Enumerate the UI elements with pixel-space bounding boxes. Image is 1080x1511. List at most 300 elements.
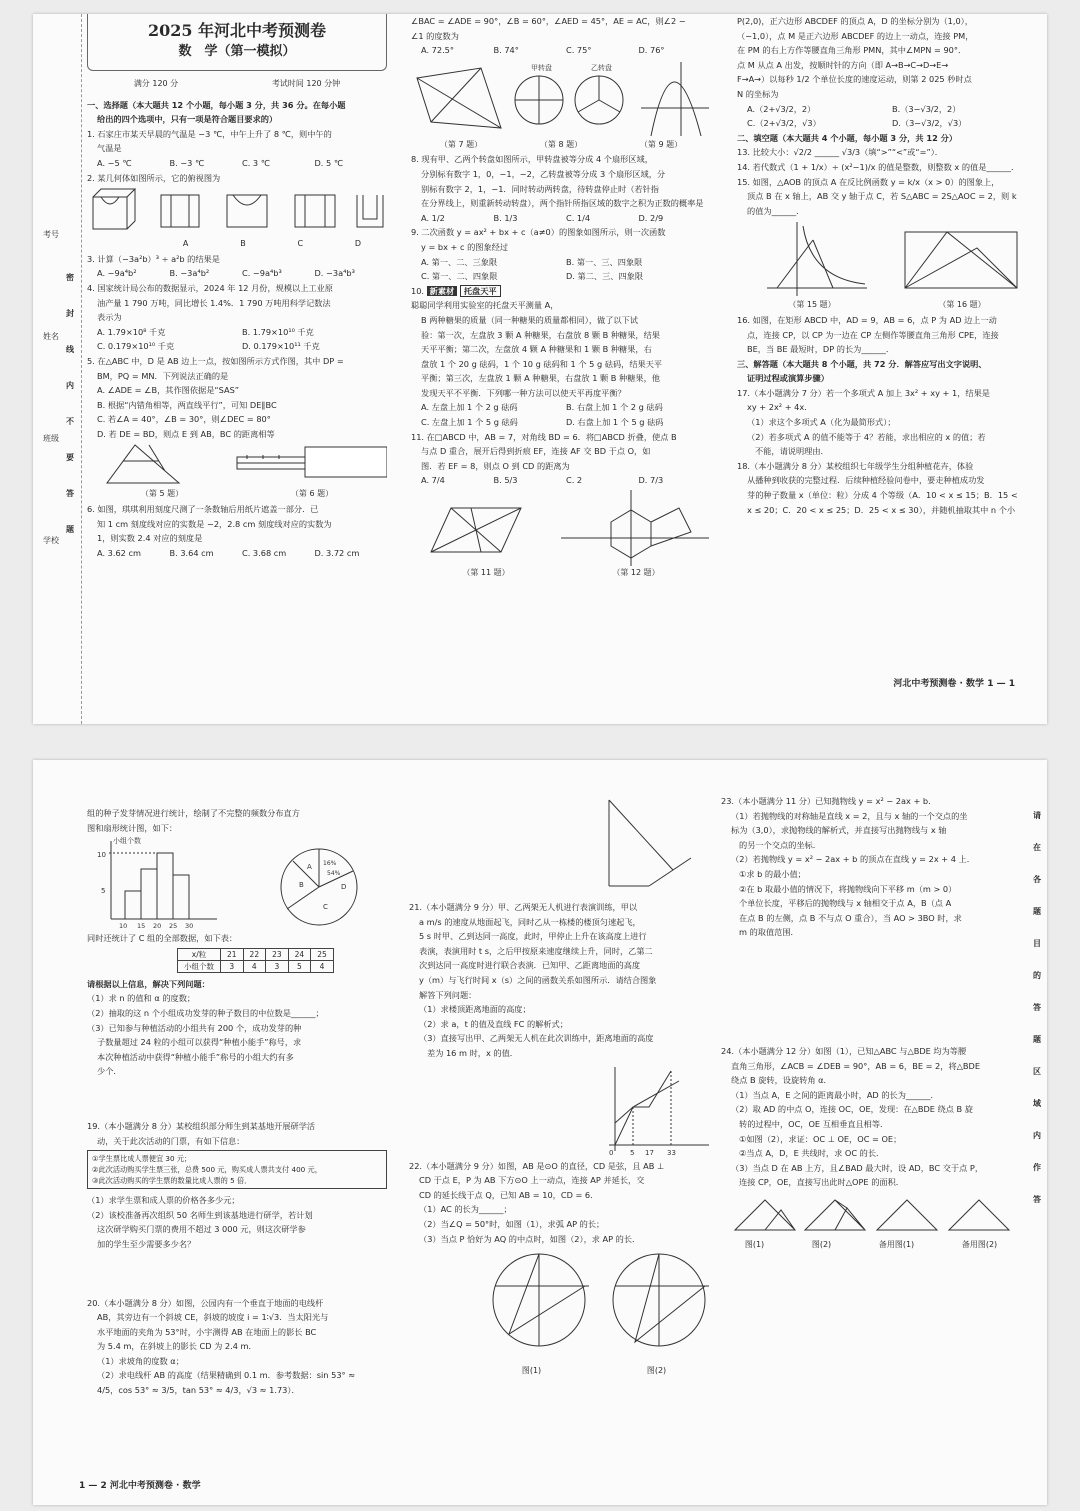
exam-title-box	[87, 14, 387, 71]
sidebar-char: 题	[1033, 1035, 1041, 1044]
answer-option: A. 72.5°	[421, 45, 454, 56]
q18-charts	[87, 835, 387, 931]
text-line: C. 若∠A = 40°，∠B = 30°，则∠DEC = 80°	[97, 414, 271, 425]
text-line: 盘放 1 个 20 g 砝码，1 个 10 g 砝码和 1 个 5 g 砝码，结果天平	[421, 358, 663, 369]
figure-caption: （第 11 题）	[462, 568, 510, 578]
text-line: （2）求 a，t 的值及直线 FC 的解析式；	[419, 1018, 568, 1029]
answer-option: B. 5/3	[493, 475, 518, 486]
text-line: 4. 国家统计局公布的数据显示，2024 年 12 月份，规模以上工业原	[87, 282, 333, 293]
answer-option: A.（2+√3/2，2）	[747, 103, 816, 114]
answer-option: D. 右盘上加 1 个 5 g 砝码	[566, 417, 664, 428]
text-line: （1）当点 A，E 之间的距离最小时，AD 的长为______．	[731, 1089, 939, 1100]
question-block	[721, 1044, 1021, 1190]
text-line: BE，当 BE 最短时，DP 的长为______．	[747, 344, 895, 355]
text-line: x ≤ 20；C．20 < x ≤ 25；D．25 < x ≤ 30），并随机抽取其中 n 个小	[747, 504, 1016, 515]
figure-caption: （第 8 题）	[539, 139, 583, 149]
text-line: ∠1 的度数为	[411, 30, 459, 41]
text-line: 点 M 从点 A 出发，按顺时针的方向（即 A→B→C→D→E→	[737, 59, 949, 70]
question-block	[87, 1193, 387, 1251]
text-line: （1）AC 的长为______；	[419, 1204, 512, 1215]
sidebar-label-class: 班级	[43, 434, 59, 443]
text-line: 聪聪同学利用实验室的托盘天平测量 A，	[411, 300, 559, 311]
text-line: 21.（本小题满分 9 分）甲、乙两架无人机进行表演训练，甲以	[409, 902, 638, 912]
text-line: 5. 在△ABC 中，D 是 AB 边上一点，按如图所示方式作图，其中 DP =	[87, 355, 344, 366]
column-3	[721, 794, 1021, 1252]
text-line: 芽的种子数量 x（单位：粒）分成 4 个等级（A．10 < x ≤ 15；B．15 <	[747, 490, 1018, 501]
text-line: 二、填空题（本大题共 4 个小题，每小题 3 分，共 12 分）	[737, 132, 958, 143]
option-row	[411, 43, 711, 58]
cut-char: 密	[66, 273, 74, 282]
exam-page-2	[33, 760, 1047, 1505]
text-line: 少个．	[97, 1066, 122, 1077]
answer-option: B. 右盘上加 1 个 2 g 砝码	[566, 402, 663, 413]
option-row	[87, 156, 387, 171]
text-line: 在 PM 的右上方作等腰直角三角形 PMN，其中∠MPN = 90°．	[737, 45, 967, 56]
hist-ytick: 5	[101, 887, 106, 896]
q24-captions	[721, 1238, 1021, 1253]
text-line: 点，连接 CP，以 CP 为一边在 CP 左侧作等腰直角三角形 CPE，连接	[747, 329, 999, 340]
sidebar-char: 目	[1033, 939, 1041, 948]
q2-option-label: C	[297, 239, 304, 249]
table-cell: 3	[221, 960, 244, 972]
page-1-footer: 河北中考预测卷 · 数学 1 — 1	[893, 679, 1015, 689]
text-line: ∠BAC = ∠ADE = 90°，∠B = 60°，∠AED = 45°，AE = AC，则∠2 −	[411, 16, 686, 26]
text-line: （1）若抛物线的对称轴是直线 x = 2，且与 x 轴的一个交点的坐	[731, 810, 968, 821]
answer-option: D. 76°	[638, 45, 665, 56]
answer-option: A. 7/4	[421, 475, 445, 486]
q10-tag-new: 新素材	[427, 286, 458, 296]
graph-tick: 33	[667, 1148, 676, 1157]
answer-option: D. 第二、三、四象限	[566, 271, 644, 282]
q15-q16-figures	[737, 218, 1037, 298]
answer-option: B. 1/3	[493, 212, 518, 223]
table-cell: 3	[266, 960, 289, 972]
option-row	[411, 269, 711, 284]
q2-option-label: D	[354, 239, 362, 249]
hist-xtick: 15	[137, 922, 146, 931]
text-line: 19.（本小题满分 8 分）某校组织部分师生到某基地开展研学活	[87, 1120, 316, 1131]
text-line: 顶点 B 在 x 轴上，AB 交 y 轴于点 C，若 S△ABC = 2S△AOC = 2，则 k	[747, 191, 1017, 202]
option-row	[411, 473, 711, 488]
text-line: 16. 如图，在矩形 ABCD 中，AD = 9，AB = 6，点 P 为 AD 边上一动	[737, 314, 997, 325]
pie-label: A	[307, 863, 312, 872]
cut-char: 内	[66, 381, 74, 390]
option-row	[737, 102, 1037, 117]
graph-tick: 17	[645, 1148, 654, 1157]
question-block	[87, 931, 387, 946]
text-line: （1）求楼顶距离地面的高度；	[419, 1004, 531, 1015]
text-line: 证明过程或演算步骤）	[747, 373, 829, 384]
text-line: （2）若抛物线 y = x² − 2ax + b 的顶点在直线 y = 2x + 4 上．	[731, 854, 975, 865]
option-row	[411, 415, 711, 430]
figure-caption: （第 7 题）	[439, 139, 483, 149]
text-line: 9. 二次函数 y = ax² + bx + c（a≠0）的图象如图所示，则一次函数	[411, 227, 666, 238]
text-line: 4/5，cos 53° ≈ 3/5，tan 53° ≈ 4/3，√3 ≈ 1.73）．	[97, 1385, 300, 1396]
exam-page-1	[33, 14, 1047, 724]
text-line: A. ∠ADE = ∠B，其作图依据是“SAS”	[97, 385, 240, 396]
text-line: （2）当∠Q = 50°时，如图（1），求弧 AP 的长；	[419, 1218, 605, 1229]
exam-meta	[87, 77, 387, 92]
answer-option: B. 第一、三、四象限	[566, 256, 643, 267]
text-line: 表示为	[97, 312, 122, 323]
figure-caption: （第 5 题）	[140, 489, 184, 499]
q15-q16-captions	[737, 298, 1037, 313]
text-line: 2. 某几何体如图所示，它的俯视图为	[87, 172, 221, 183]
answer-option: D. −3a⁴b³	[314, 268, 355, 279]
text-line: CD 于点 E，P 为 AB 下方⊙O 上一动点，连接 AP 并延长，交	[419, 1175, 645, 1186]
table-cell: 22	[243, 948, 266, 960]
text-line: CD 的延长线于点 Q，已知 AB = 10，CD = 6．	[419, 1189, 599, 1200]
option-row	[87, 266, 387, 281]
text-line: 连接 CP，OE，直接写出此时△OPE 的面积．	[739, 1177, 904, 1188]
option-row	[87, 325, 387, 340]
text-line: 1. 石家庄市某天早晨的气温是 −3 ℃，中午上升了 8 ℃，则中午的	[87, 128, 332, 139]
text-line: （3）已知参与种植活动的小组共有 200 个，成功发芽的种	[87, 1022, 302, 1033]
text-line: 个单位长度，平移后的抛物线与 x 轴相交于点 A，B（点 A	[739, 898, 952, 909]
column-2	[411, 14, 711, 581]
sidebar-char: 题	[1033, 907, 1041, 916]
text-line: （3）当点 D 在 AB 上方，且∠BAD 最大时，设 AD，BC 交于点 P，	[731, 1162, 984, 1173]
exam-subject: 数 学（第一模拟）	[178, 44, 296, 59]
text-line: 差为 16 m 时，x 的值．	[427, 1047, 518, 1058]
exam-title: 2025 年河北中考预测卷	[147, 21, 327, 40]
text-line: （1）求 n 的值和 α 的度数；	[87, 993, 196, 1004]
text-line: 22.（本小题满分 9 分）如图，AB 是⊙O 的直径，CD 是弦，且 AB ⊥	[409, 1160, 665, 1171]
answer-option: C. −9a⁴b³	[242, 268, 282, 279]
text-line: （1）求坡角的度数 α；	[97, 1355, 184, 1366]
hist-xtick: 20	[153, 922, 162, 931]
sidebar-label-school: 学校	[43, 536, 59, 545]
figure-caption: 备用图(1)	[878, 1239, 915, 1249]
answer-option: D. 0.179×10¹¹ 千克	[242, 341, 320, 352]
text-line: 请根据以上信息，解决下列问题：	[87, 978, 210, 989]
figure-caption: 图(1)	[521, 1366, 542, 1376]
answer-option: D.（3−√3/2，√3）	[892, 118, 967, 129]
text-line: 一、选择题（本大题共 12 个小题，每小题 3 分，共 36 分。在每小题	[87, 99, 346, 110]
binding-sidebar	[43, 229, 59, 547]
text-line: AB，其旁边有一个斜坡 CE，斜坡的坡度 i = 1∶√3．当太阳光与	[97, 1312, 329, 1323]
text-line: 动，关于此次活动的门票，有如下信息：	[97, 1135, 245, 1146]
hist-ytick: 10	[97, 851, 106, 860]
option-row	[87, 546, 387, 561]
text-line: 给出的四个选项中，只有一项是符合题目要求的）	[97, 114, 278, 125]
text-line: 组的种子发芽情况进行统计，绘制了不完整的频数分布直方	[87, 808, 300, 818]
cut-char: 不	[66, 417, 74, 426]
text-line: 本次种植活动中获得“种植小能手”称号的小组大约有多	[97, 1051, 294, 1062]
text-line: ①求 b 的最小值；	[739, 868, 806, 879]
answer-option: B. 74°	[493, 45, 519, 56]
graph-tick: 0	[609, 1148, 614, 1157]
text-line: 6. 如图，琪琪利用刻度尺测了一条数轴后用纸片遮盖一部分．已	[87, 504, 319, 515]
answer-option: C. 2	[566, 475, 583, 486]
table-cell: 24	[288, 948, 311, 960]
binding-cut-line	[66, 272, 74, 536]
question-block	[409, 900, 719, 1061]
sidebar-char: 域	[1033, 1099, 1041, 1108]
text-line: N 的坐标为	[737, 88, 779, 99]
text-line: 5 s 时甲、乙到达同一高度，此时，甲停止上升在该高度上进行	[419, 931, 647, 942]
q2-option-labels	[87, 237, 387, 252]
text-line: （−1,0），点 M 是正六边形 ABCDEF 的边上一动点，连接 PM，	[737, 30, 974, 41]
figure-caption: 图(2)	[646, 1366, 667, 1376]
column-1	[87, 806, 387, 1398]
figure-caption: （第 12 题）	[612, 568, 660, 578]
text-line: 17.（本小题满分 7 分）若一个多项式 A 加上 3x² + xy + 1，结果是	[737, 387, 990, 398]
text-line: 验：第一次，左盘放 3 颗 A 种糖果，右盘放 8 颗 B 种糖果，结果	[421, 329, 660, 340]
text-line: 别标有数字 2，1，−1．同时转动两转盘，待转盘停止时（若针指	[421, 183, 659, 194]
text-line: 同时还统计了 C 组的全部数据，如下表：	[87, 933, 238, 944]
table-row	[178, 948, 334, 960]
hist-xtick: 30	[185, 922, 194, 931]
text-line: 在点 B 的左侧，点 B 不与点 O 重合），当 AO > 3BO 时，求	[739, 912, 962, 923]
answer-option: C. 第一、二、四象限	[421, 271, 498, 282]
pie-label: D	[341, 883, 347, 892]
pie-label: B	[299, 881, 304, 890]
text-line: （2）求电线杆 AB 的高度（结果精确到 0.1 m．参考数据：sin 53° ≈	[97, 1370, 356, 1381]
q10-header	[411, 284, 711, 299]
text-line: 次到达同一高度时进行联合表演．已知甲、乙距离地面的高度	[419, 960, 641, 971]
graph-tick: 5	[630, 1148, 635, 1157]
time-label: 考试时间 120 分钟	[271, 79, 341, 88]
figure-caption: 图(1)	[744, 1239, 765, 1249]
text-line: 3. 计算（−3a²b）³ ÷ a²b 的结果是	[87, 253, 220, 264]
q21-graph	[409, 1061, 719, 1159]
text-line: ②当点 A，D，E 共线时，求 OC 的长．	[739, 1148, 885, 1159]
answer-option: D. 5 ℃	[314, 157, 344, 168]
answer-option: C. 3.68 cm	[242, 547, 287, 558]
answer-option: A. −5 ℃	[97, 157, 132, 168]
score-label: 满分 120 分	[133, 79, 179, 88]
text-line: 11. 在□ABCD 中，AB = 7，对角线 BD = 6．将□ABCD 折叠，使点 B	[411, 431, 677, 442]
text-line: xy + 2x² + 4x．	[747, 402, 813, 413]
spinner-a-label: 甲转盘	[531, 63, 552, 72]
answer-option: A. 3.62 cm	[97, 547, 141, 558]
text-line: 8. 现有甲、乙两个转盘如图所示，甲转盘被等分成 4 个扇形区域，	[411, 154, 653, 165]
text-line: 三、解答题（本大题共 8 个小题，共 72 分．解答应写出文字说明、	[737, 358, 987, 369]
answer-option: C.（2+√3/2，√3）	[747, 118, 821, 129]
page-2-footer: 1 — 2 河北中考预测卷 · 数学	[79, 1481, 201, 1491]
notice-line: ③此次活动购买的学生票的数量比成人票的 5 倍．	[92, 1176, 252, 1186]
column-2	[409, 796, 719, 1379]
text-line: 为 5.4 m，在斜坡上的影长 CD 为 2.4 m．	[97, 1341, 257, 1352]
answer-option: C. 左盘上加 1 个 5 g 砝码	[421, 417, 518, 428]
sidebar-char: 在	[1033, 843, 1041, 852]
text-line: 表演，表演用时 t s，之后甲按原来速度继续上升，同时，乙第二	[419, 945, 653, 956]
sidebar-label-id: 考号	[43, 230, 59, 239]
q11-q12-captions	[411, 566, 711, 581]
sidebar-label-name: 姓名	[43, 332, 59, 341]
q2-solid-figures	[87, 185, 387, 237]
question-block	[87, 977, 387, 1079]
table-cell: 23	[266, 948, 289, 960]
text-line: 的值为______．	[747, 205, 805, 216]
answer-option: C. 0.179×10¹⁰ 千克	[97, 341, 175, 352]
text-line: BM，PQ = MN．下列说法正确的是	[97, 370, 229, 381]
question-block	[87, 98, 387, 186]
question-block	[87, 806, 387, 835]
text-line: （1）求这个多项式 A（化为最简形式）；	[747, 417, 896, 428]
text-line: B. 根据“内错角相等，两直线平行”，可知 DE∥BC	[97, 399, 277, 410]
q2-option-label: A	[182, 239, 189, 249]
notice-line: ①学生票比成人票便宜 30 元；	[92, 1154, 192, 1164]
text-line: （3）当点 P 恰好为 AQ 的中点时，如图（2），求 AP 的长．	[419, 1233, 641, 1244]
hist-xtick: 25	[169, 922, 178, 931]
q2-option-label: B	[240, 239, 246, 249]
q7-q9-captions	[411, 138, 711, 153]
table-row	[178, 960, 334, 972]
text-line: 图．若 EF = 8，则点 O 到 CD 的距离为	[421, 460, 570, 471]
q5-q6-figures	[87, 441, 387, 487]
text-line: 天平平衡；第二次，左盘放 4 颗 A 种糖果和 1 颗 B 种糖果，右	[421, 344, 652, 355]
text-line: 知 1 cm 刻度线对应的实数是 −2，2.8 cm 刻度线对应的实数为	[97, 518, 332, 529]
cut-char: 题	[66, 525, 74, 534]
q22-circle-figures	[409, 1246, 719, 1364]
figure-caption: （第 15 题）	[788, 300, 836, 310]
column-1	[87, 14, 387, 560]
text-line: 14. 若代数式（1 + 1/x）÷ (x²−1)/x 的值是整数，则整数 x 的值是______．	[737, 161, 1020, 172]
option-row	[737, 116, 1037, 131]
option-row	[411, 211, 711, 226]
text-line: 不能，请说明理由．	[755, 446, 829, 457]
answer-option: C. 75°	[566, 45, 592, 56]
option-row	[411, 255, 711, 270]
text-line: 标为（3,0），求抛物线的解析式，并直接写出抛物线与 x 轴	[731, 825, 947, 836]
figure-caption: 备用图(2)	[961, 1239, 998, 1249]
hist-xtick: 10	[119, 922, 128, 931]
figure-caption: （第 16 题）	[938, 300, 986, 310]
figure-caption: （第 9 题）	[639, 139, 683, 149]
question-block	[87, 252, 387, 442]
text-line: F→A→）以每秒 1/2 个单位长度的速度运动，则第 2 025 秒时点	[737, 74, 972, 85]
text-line: （3）直接写出甲、乙两架无人机在此次训练中，距离地面的高度	[419, 1033, 654, 1044]
q11-q12-figures	[411, 488, 711, 566]
question-block	[87, 1296, 387, 1398]
pie-label: 16%	[323, 860, 337, 868]
text-line: 15. 如图，△AOB 的顶点 A 在反比例函数 y = k/x（x > 0）的图象上，	[737, 176, 1000, 187]
text-line: 20.（本小题满分 8 分）如图，公园内有一个垂直于地面的电线杆	[87, 1297, 324, 1308]
text-line: 平衡；第三次，左盘放 1 颗 A 种糖果，右盘放 1 颗 B 种糖果，他	[421, 373, 660, 384]
ticket-notice-box	[87, 1150, 387, 1189]
table-cell: 5	[288, 960, 311, 972]
text-line: 从播种到收获的完整过程．后续种植经验问卷中，要走种植成功发	[747, 475, 985, 486]
answer-option: A. 1/2	[421, 212, 445, 223]
pie-label: 54%	[327, 870, 341, 878]
answer-option: A. 1.79×10⁸ 千克	[97, 326, 166, 337]
text-line: （2）抽取的这 n 个小组成功发芽的种子数目的中位数是______；	[87, 1007, 324, 1018]
question-block	[411, 14, 711, 58]
text-line: ②在 b 取最小值的情况下，将抛物线向下平移 m（m > 0）	[739, 883, 957, 894]
text-line: P(2,0)，正六边形 ABCDEF 的顶点 A，D 的坐标分别为（1,0），	[737, 16, 973, 26]
answer-option: B.（3−√3/2，2）	[892, 103, 961, 114]
text-line: 油产量 1 790 万吨，同比增长 1.4%．1 790 万吨用科学记数法	[97, 297, 331, 308]
cut-char: 要	[66, 453, 74, 462]
text-line: D. 若 DE = BD，则点 E 到 AB，BC 的距离相等	[97, 428, 275, 439]
c-group-table	[177, 948, 334, 973]
text-line: 水平地面的夹角为 53°时，小宇测得 AB 在地面上的影长 BC	[97, 1326, 317, 1337]
text-line: 23.（本小题满分 11 分）已知抛物线 y = x² − 2ax + b．	[721, 796, 937, 806]
text-line: y = bx + c 的图象经过	[421, 241, 509, 252]
q5-q6-captions	[87, 487, 387, 502]
text-line: 这次研学购买门票的费用不超过 3 000 元，则这次研学参	[97, 1224, 306, 1235]
question-block	[721, 794, 1021, 940]
cut-char: 封	[66, 309, 74, 318]
answer-option: D. 7/3	[638, 475, 664, 486]
text-line: 的另一个交点的坐标．	[739, 839, 821, 850]
q20-figure	[409, 796, 719, 900]
q22-captions	[409, 1364, 719, 1379]
figure-caption: 图(2)	[811, 1239, 832, 1249]
table-cell: 21	[221, 948, 244, 960]
sidebar-char: 内	[1033, 1131, 1041, 1140]
text-line: 绕点 B 旋转，设旋转角 α．	[731, 1075, 832, 1086]
q24-figures	[721, 1190, 1021, 1238]
q10-number: 10.	[411, 285, 427, 296]
text-line: 加的学生至少需要多少名？	[97, 1238, 196, 1249]
question-block	[737, 14, 1037, 218]
q7-q8-q9-figures	[411, 58, 711, 138]
option-row	[411, 400, 711, 415]
cut-dashed-line	[81, 14, 82, 724]
histogram-title: 小组个数	[113, 837, 141, 846]
answer-option: C. 1/4	[566, 212, 591, 223]
question-block	[737, 313, 1037, 517]
question-block	[87, 502, 387, 560]
text-line: 直角三角形，∠ACB = ∠DEB = 90°，AB = 6，BE = 2，将△BDE	[731, 1060, 981, 1071]
question-block	[411, 152, 711, 283]
text-line: ①如图（2），求证：OC ⊥ OE，OC = OE；	[739, 1133, 902, 1144]
text-line: 18.（本小题满分 8 分）某校组织七年级学生分组种植花卉，体验	[737, 460, 974, 471]
text-line: 转的过程中，OC，OE 互相垂直且相等．	[739, 1118, 889, 1129]
question-block	[87, 1119, 387, 1148]
sidebar-char: 各	[1033, 875, 1041, 884]
table-cell: 25	[311, 948, 334, 960]
sidebar-char: 答	[1033, 1195, 1041, 1204]
answer-option: A. 左盘上加 1 个 2 g 砝码	[421, 402, 518, 413]
q10-tag-topic: 托盘天平	[460, 285, 501, 297]
cut-char: 线	[66, 345, 74, 354]
answer-option: C. 3 ℃	[242, 157, 270, 168]
sidebar-char: 作	[1033, 1163, 1041, 1172]
text-line: （2）取 AD 的中点 O，连接 OC，OE，发现：在△BDE 绕点 B 旋	[731, 1104, 973, 1115]
question-block	[409, 1159, 719, 1247]
option-row	[87, 339, 387, 354]
text-line: 13. 比较大小：√2/2 ______ √3/3（填“>”“<”或“=”）．	[737, 147, 943, 158]
text-line: 与点 D 重合，展开后得到折痕 EF，连接 AF 交 BD 于点 O，如	[421, 446, 651, 457]
text-line: y（m）与飞行时间 x（s）之间的函数关系如图所示．请结合图象	[419, 974, 657, 985]
text-line: 子数量超过 24 粒的小组可以获得“种植小能手”称号，求	[97, 1037, 302, 1048]
text-line: 图和扇形统计图，如下：	[87, 822, 178, 833]
column-3	[737, 14, 1037, 517]
text-line: 气温是	[97, 143, 122, 154]
text-line: 发现天平不平衡．下列哪一种方法可以使天平再度平衡？	[421, 387, 626, 398]
table-cell: 小组个数	[178, 960, 221, 972]
answer-option: A. −9a⁴b²	[97, 268, 137, 279]
text-line: 1，则实数 2.4 对应的刻度是	[97, 533, 203, 544]
text-line: 在分界线上，则重新转动转盘），两个指针所指区域的数字之积为正数的概率是	[421, 198, 704, 209]
sidebar-char: 答	[1033, 1003, 1041, 1012]
text-line: （2）该校准备再次组织 50 名师生到该基地进行研学，若计划	[87, 1209, 313, 1220]
text-line: （2）若多项式 A 的值不能等于 4？若能，求出相应的 x 的值；若	[747, 431, 986, 442]
table-cell: x/粒	[178, 948, 221, 960]
text-line: a m/s 的速度从地面起飞，同时乙从一栋楼的楼顶匀速起飞，	[419, 916, 641, 927]
answer-option: B. 1.79×10¹⁰ 千克	[242, 326, 314, 337]
text-line: B 两种糖果的质量（同一种糖果的质量都相同），做了以下试	[421, 314, 638, 325]
text-line: 分别标有数字 1，0，−1，−2，乙转盘被等分成 3 个扇形区域，分	[421, 168, 666, 179]
answer-option: A. 第一、二、三象限	[421, 256, 498, 267]
text-line: m 的取值范围．	[739, 927, 799, 938]
sidebar-char: 的	[1033, 971, 1041, 980]
answer-option: B. −3a⁴b²	[169, 268, 210, 279]
